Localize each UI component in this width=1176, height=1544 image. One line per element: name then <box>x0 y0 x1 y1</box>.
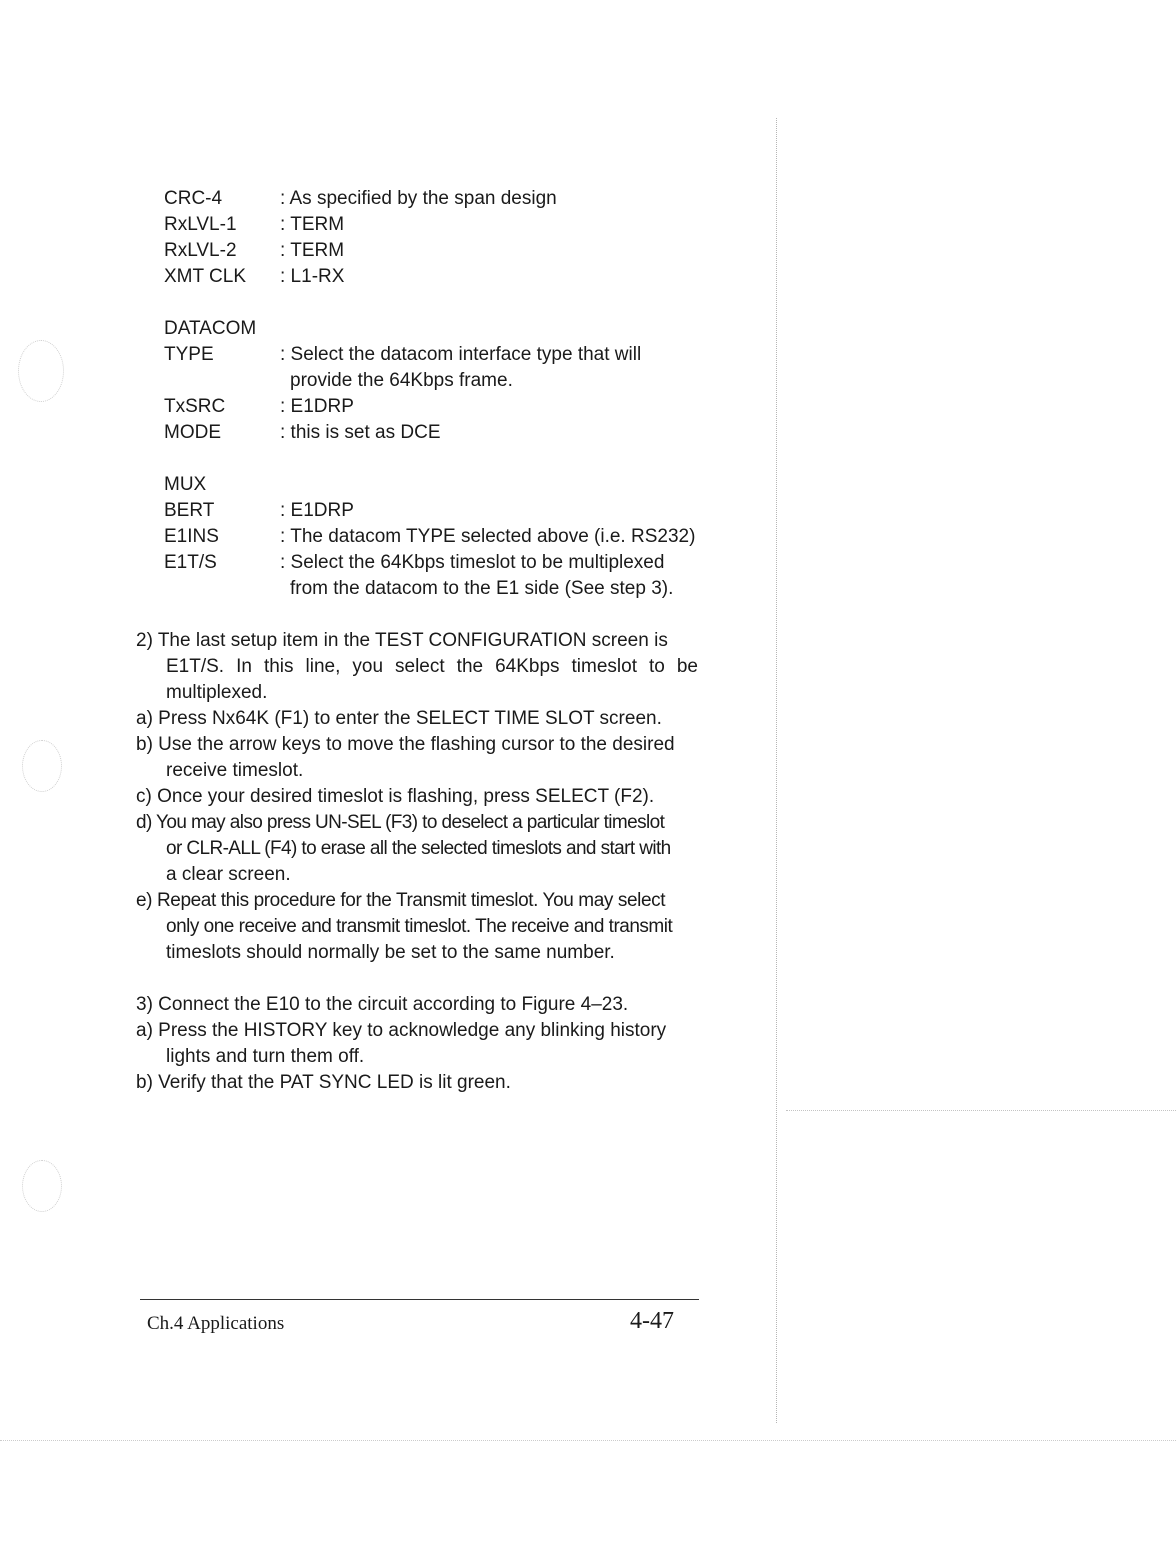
setting-value: : E1DRP <box>280 396 354 417</box>
section-heading: MUX <box>164 474 207 495</box>
setting-value: : L1-RX <box>280 266 345 287</box>
setting-key: BERT <box>164 500 215 521</box>
scan-bottom-edge-line <box>0 1440 1176 1441</box>
step-text: 2) The last setup item in the TEST CONFIGURATION screen is <box>136 630 668 651</box>
setting-value: : TERM <box>280 214 345 235</box>
substep-text: c) Once your desired timeslot is flashing, press SELECT (F2). <box>136 786 655 807</box>
section-heading: DATACOM <box>164 318 257 339</box>
footer-chapter: Ch.4 Applications <box>147 1313 285 1334</box>
substep-text: a clear screen. <box>166 864 291 885</box>
setting-value-continuation: provide the 64Kbps frame. <box>290 370 513 391</box>
setting-value-continuation: from the datacom to the E1 side (See step 3). <box>290 578 674 599</box>
substep-text: e) Repeat this procedure for the Transmit timeslot. You may select <box>136 890 666 911</box>
substep-text: b) Verify that the PAT SYNC LED is lit green. <box>136 1072 511 1093</box>
setting-key: E1T/S <box>164 552 217 573</box>
substep-text: lights and turn them off. <box>166 1046 365 1067</box>
setting-value: : this is set as DCE <box>280 422 441 443</box>
step-text: E1T/S. In this line, you select the 64Kbps timeslot to be <box>166 656 698 677</box>
setting-key: RxLVL-1 <box>164 214 237 235</box>
punch-hole <box>22 1160 62 1212</box>
setting-key: MODE <box>164 422 221 443</box>
setting-value: : As specified by the span design <box>280 188 557 209</box>
substep-text: d) You may also press UN-SEL (F3) to deselect a particular timeslot <box>136 812 665 833</box>
substep-text: a) Press the HISTORY key to acknowledge any blinking history <box>136 1020 667 1041</box>
setting-key: CRC-4 <box>164 188 223 209</box>
substep-text: b) Use the arrow keys to move the flashing cursor to the desired <box>136 734 675 755</box>
footer-rule <box>140 1299 699 1300</box>
setting-key: TYPE <box>164 344 214 365</box>
substep-text: or CLR-ALL (F4) to erase all the selected timeslots and start with <box>166 838 671 859</box>
substep-text: a) Press Nx64K (F1) to enter the SELECT TIME SLOT screen. <box>136 708 662 729</box>
setting-value: : Select the 64Kbps timeslot to be multiplexed <box>280 552 665 573</box>
setting-value: : E1DRP <box>280 500 354 521</box>
setting-value: : TERM <box>280 240 345 261</box>
scan-edge-line <box>786 1110 1176 1111</box>
setting-value: : The datacom TYPE selected above (i.e. RS232) <box>280 526 696 547</box>
setting-key: RxLVL-2 <box>164 240 237 261</box>
step-text: multiplexed. <box>166 682 268 703</box>
page-number: 4-47 <box>630 1308 674 1334</box>
setting-value: : Select the datacom interface type that will <box>280 344 642 365</box>
punch-hole <box>22 740 62 792</box>
step-text: 3) Connect the E10 to the circuit according to Figure 4–23. <box>136 994 629 1015</box>
substep-text: only one receive and transmit timeslot. The receive and transmit <box>166 916 673 937</box>
setting-key: TxSRC <box>164 396 226 417</box>
scan-fold-line <box>776 118 777 1423</box>
setting-key: E1INS <box>164 526 219 547</box>
substep-text: receive timeslot. <box>166 760 304 781</box>
setting-key: XMT CLK <box>164 266 247 287</box>
punch-hole <box>18 340 64 402</box>
substep-text: timeslots should normally be set to the same number. <box>166 942 615 963</box>
